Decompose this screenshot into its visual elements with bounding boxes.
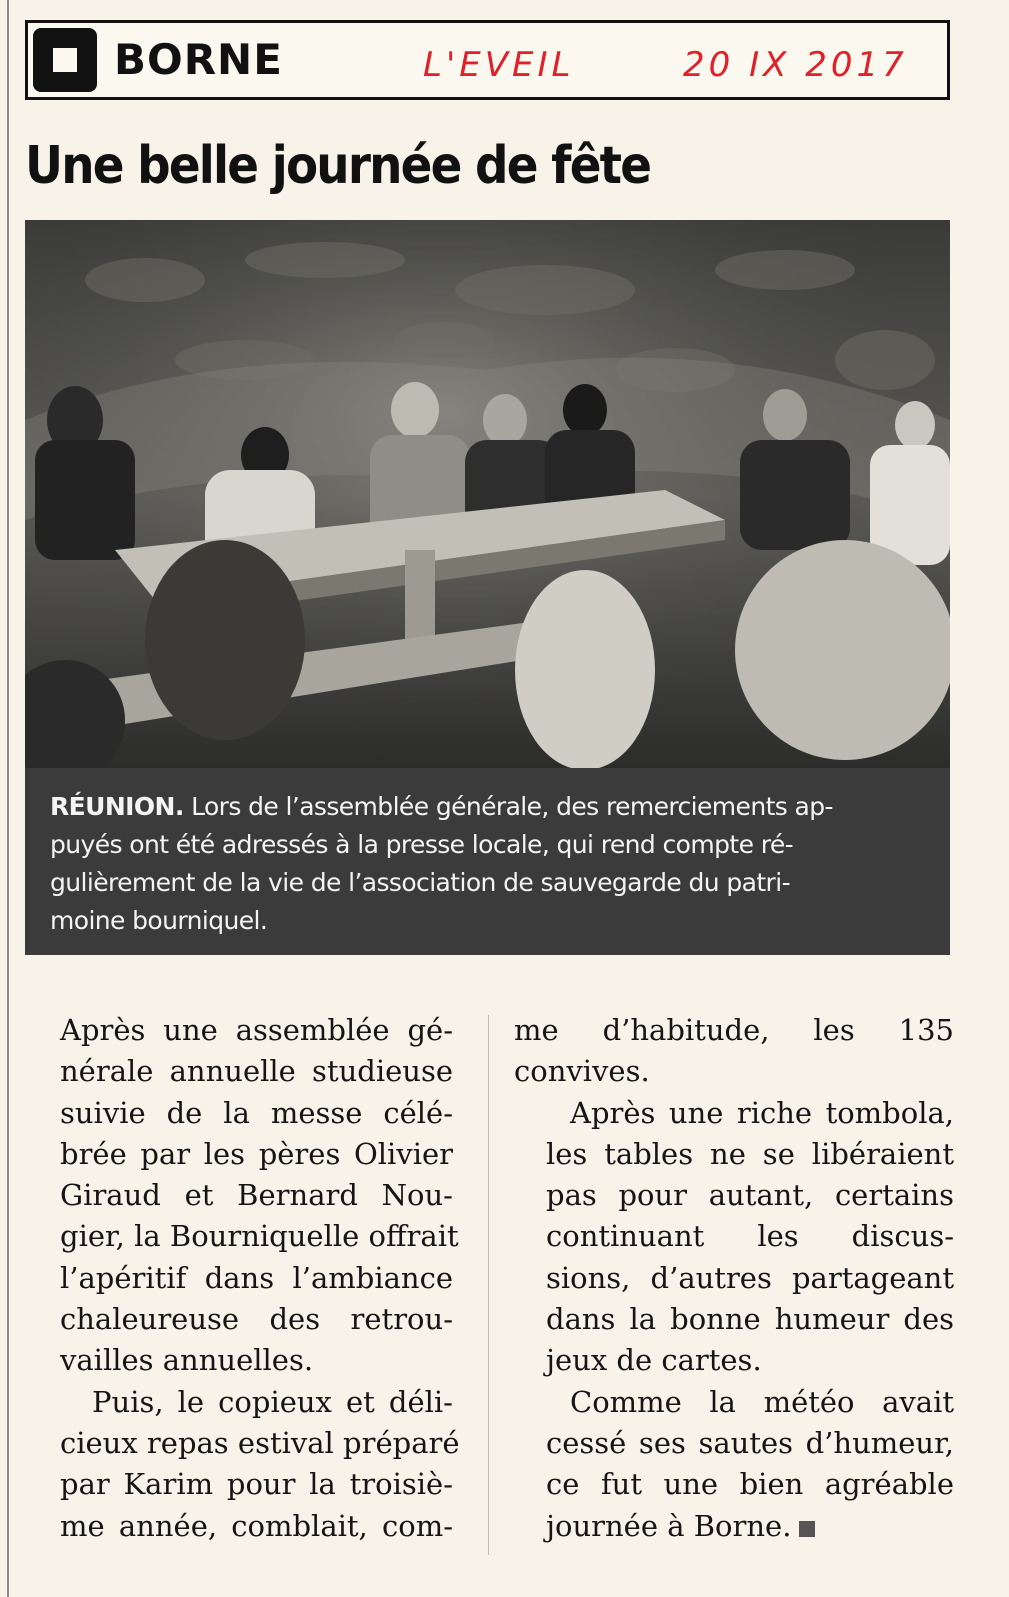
text-line: sions, d’autres partageant	[546, 1260, 954, 1295]
final-text: journée à Borne.	[546, 1508, 792, 1543]
text-line: ce fut une bien agréable	[546, 1467, 954, 1502]
article-photo	[25, 220, 950, 768]
section-header	[25, 20, 950, 100]
end-of-article-icon	[799, 1521, 815, 1537]
text-line: cessé ses sautes d’humeur,	[546, 1425, 954, 1460]
text-line: l’apéritif dans l’ambiance	[60, 1260, 453, 1295]
text-line: Après une riche tombola,	[570, 1095, 954, 1130]
text-line: brée par les pères Olivier	[60, 1136, 453, 1171]
text-line-final	[514, 1506, 954, 1547]
text-line: continuant les discus-	[546, 1219, 954, 1254]
text-line: vailles annuelles.	[60, 1343, 314, 1378]
caption-text-1: Lors de l’assemblée générale, des remerciements ap-	[183, 792, 833, 821]
paragraph-4	[514, 1382, 954, 1547]
text-line: jeux de cartes.	[546, 1343, 762, 1378]
text-line: Giraud et Bernard Nou-	[60, 1178, 453, 1213]
section-title: BORNE	[114, 35, 283, 84]
text-line: cieux repas estival préparé	[60, 1425, 460, 1460]
tag-square	[53, 48, 77, 72]
column-divider	[488, 1015, 489, 1555]
caption-line-3: gulièrement de la vie de l’association de sauvegarde du patri-	[50, 868, 790, 897]
caption-line-2: puyés ont été adressés à la presse locale, qui rend compte ré-	[50, 830, 794, 859]
paragraph-3	[514, 1093, 954, 1382]
text-line: Après une assemblée gé-	[60, 1013, 453, 1047]
text-line: les tables ne se libéraient	[546, 1136, 954, 1171]
text-line: gier, la Bourniquelle offrait	[60, 1219, 459, 1254]
caption-lead: RÉUNION.	[50, 792, 184, 821]
photo-meeting-icon	[25, 220, 950, 768]
handwritten-date: 20 IX 2017	[683, 45, 908, 85]
text-line: suivie de la messe célé-	[60, 1095, 453, 1130]
text-line: Comme la météo avait	[570, 1384, 954, 1419]
article-column-right	[514, 1010, 954, 1547]
paragraph-1	[28, 1010, 459, 1382]
paragraph-2-continued	[514, 1010, 954, 1093]
text-line: Puis, le copieux et déli-	[92, 1384, 453, 1419]
article-headline: Une belle journée de fête	[25, 136, 651, 196]
caption-line-1	[50, 788, 930, 826]
caption-line-4: moine bourniquel.	[50, 906, 268, 935]
text-line: nérale annuelle studieuse	[60, 1054, 453, 1089]
text-line: chaleureuse des retrou-	[60, 1302, 453, 1337]
photo-caption	[25, 768, 950, 955]
page-edge-line	[7, 0, 9, 1597]
text-line: me année, comblait, com-	[60, 1508, 453, 1543]
text-line: convives.	[514, 1054, 650, 1089]
text-line: pas pour autant, certains	[546, 1178, 954, 1213]
text-line: dans la bonne humeur des	[546, 1302, 954, 1337]
article-column-left	[28, 1010, 460, 1547]
section-tag-icon	[33, 28, 97, 92]
handwritten-source: L'EVEIL	[423, 45, 575, 85]
paragraph-2	[28, 1382, 460, 1547]
text-line: me d’habitude, les 135	[514, 1013, 954, 1047]
text-line: par Karim pour la troisiè-	[60, 1467, 453, 1502]
